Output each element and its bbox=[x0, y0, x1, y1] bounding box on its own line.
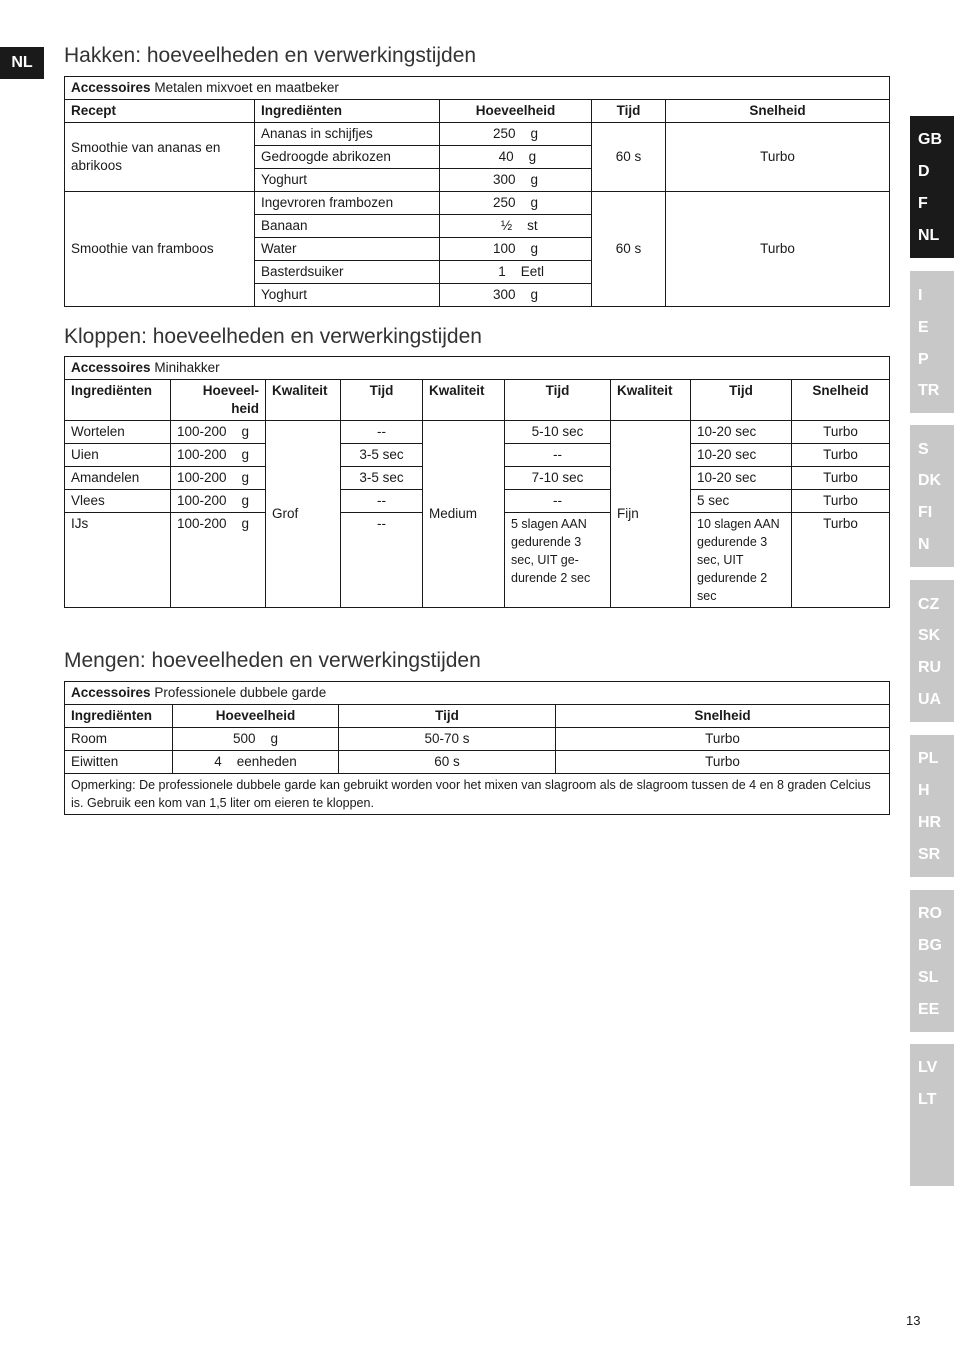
quantity: 100-200 g bbox=[171, 421, 266, 444]
time: 10 slagen AAN gedurende 3 sec, UIT gedurende 2 sec bbox=[691, 513, 792, 608]
speed: Turbo bbox=[556, 728, 890, 751]
sidebar-item: UA bbox=[918, 691, 942, 708]
header-cell: Snelheid bbox=[666, 100, 890, 123]
sidebar-item: LV bbox=[918, 1059, 938, 1076]
sidebar-item: S bbox=[918, 441, 929, 458]
time: 10-20 sec bbox=[691, 444, 792, 467]
recipe-name: Smoothie van ananas en abrikoos bbox=[65, 123, 255, 192]
quantity: ½ st bbox=[440, 215, 592, 238]
ingredient: Wortelen bbox=[65, 421, 171, 444]
table-row bbox=[65, 123, 890, 146]
header-cell: Snelheid bbox=[556, 705, 890, 728]
time: 5 sec bbox=[691, 490, 792, 513]
quantity: 100-200 g bbox=[171, 513, 266, 608]
quantity: 4 eenheden bbox=[173, 751, 339, 774]
speed: Turbo bbox=[792, 490, 890, 513]
table-row bbox=[65, 192, 890, 215]
header-cell: Tijd bbox=[592, 100, 666, 123]
page-number: 13 bbox=[906, 1313, 921, 1328]
speed: Turbo bbox=[666, 192, 890, 307]
sidebar-group-1 bbox=[910, 116, 954, 258]
time: -- bbox=[505, 490, 611, 513]
sidebar-item: RO bbox=[918, 905, 942, 922]
table-row bbox=[65, 728, 890, 751]
time: -- bbox=[341, 513, 423, 608]
kloppen-title: Kloppen: hoeveelheden en verwerkingstijden bbox=[64, 325, 482, 348]
header-cell: Tijd bbox=[341, 380, 423, 421]
table-row bbox=[65, 421, 890, 444]
quantity: 250 g bbox=[440, 192, 592, 215]
accessory-row: Accessoires Professionele dubbele garde bbox=[65, 682, 890, 705]
sidebar-item: NL bbox=[918, 227, 940, 244]
sidebar-item: SL bbox=[918, 969, 939, 986]
quantity: 40 g bbox=[440, 146, 592, 169]
sidebar-item: SK bbox=[918, 627, 941, 644]
sidebar-item: EE bbox=[918, 1001, 940, 1018]
accessory-row: Accessoires Minihakker bbox=[65, 357, 890, 380]
sidebar-item: I bbox=[918, 287, 923, 304]
time: -- bbox=[505, 444, 611, 467]
ingredient: Basterdsuiker bbox=[255, 261, 440, 284]
sidebar-group-6 bbox=[910, 890, 954, 1032]
sidebar-item: CZ bbox=[918, 596, 940, 613]
ingredient: Vlees bbox=[65, 490, 171, 513]
sidebar-item: PL bbox=[918, 750, 939, 767]
quantity: 100-200 g bbox=[171, 467, 266, 490]
kloppen-table bbox=[64, 356, 890, 608]
sidebar-group-4 bbox=[910, 580, 954, 722]
sidebar-group-2 bbox=[910, 271, 954, 413]
speed: Turbo bbox=[792, 513, 890, 608]
quality-fijn: Fijn bbox=[611, 421, 691, 608]
header-cell: Tijd bbox=[339, 705, 556, 728]
speed: Turbo bbox=[556, 751, 890, 774]
time: 50-70 s bbox=[339, 728, 556, 751]
sidebar-group-3 bbox=[910, 425, 954, 567]
header-cell: Snelheid bbox=[792, 380, 890, 421]
time: 5 slagen AAN gedurende 3 sec, UIT ge-durende 2 sec bbox=[505, 513, 611, 608]
sidebar-item: DK bbox=[918, 472, 942, 489]
table-row bbox=[65, 751, 890, 774]
quantity: 300 g bbox=[440, 284, 592, 307]
quantity: 250 g bbox=[440, 123, 592, 146]
ingredient: Eiwitten bbox=[65, 751, 173, 774]
header-cell: Hoeveel- heid bbox=[171, 380, 266, 421]
quantity: 100 g bbox=[440, 238, 592, 261]
sidebar-group-7 bbox=[910, 1044, 954, 1186]
mengen-title: Mengen: hoeveelheden en verwerkingstijden bbox=[64, 649, 481, 672]
ingredient: Water bbox=[255, 238, 440, 261]
header-cell: Recept bbox=[65, 100, 255, 123]
ingredient: Yoghurt bbox=[255, 284, 440, 307]
sidebar-item: D bbox=[918, 163, 930, 180]
sidebar-item: F bbox=[918, 195, 928, 212]
header-cell: Tijd bbox=[505, 380, 611, 421]
quantity: 1 Eetl bbox=[440, 261, 592, 284]
speed: Turbo bbox=[792, 467, 890, 490]
header-cell: Kwaliteit bbox=[266, 380, 341, 421]
speed: Turbo bbox=[792, 444, 890, 467]
time: 10-20 sec bbox=[691, 467, 792, 490]
recipe-name: Smoothie van framboos bbox=[65, 192, 255, 307]
ingredient: Room bbox=[65, 728, 173, 751]
ingredient: Banaan bbox=[255, 215, 440, 238]
sidebar-item: H bbox=[918, 782, 930, 799]
time: 3-5 sec bbox=[341, 444, 423, 467]
sidebar-item: GB bbox=[918, 131, 942, 148]
header-cell: Tijd bbox=[691, 380, 792, 421]
sidebar-item: TR bbox=[918, 382, 940, 399]
sidebar-item: HR bbox=[918, 814, 942, 831]
speed: Turbo bbox=[666, 123, 890, 192]
time: -- bbox=[341, 421, 423, 444]
sidebar-item: E bbox=[918, 319, 929, 336]
note: Opmerking: De professionele dubbele garde kan gebruikt worden voor het mixen van slagroom als de slagroom tussen de 4 en 8 graden Celcius is. Gebruik een kom van 1,5 liter om eieren te kloppen. bbox=[65, 774, 890, 815]
hakken-table bbox=[64, 76, 890, 307]
ingredient: Ananas in schijfjes bbox=[255, 123, 440, 146]
time: 10-20 sec bbox=[691, 421, 792, 444]
ingredient: Uien bbox=[65, 444, 171, 467]
quality-medium: Medium bbox=[423, 421, 505, 608]
ingredient: Amandelen bbox=[65, 467, 171, 490]
header-cell: Kwaliteit bbox=[423, 380, 505, 421]
sidebar-item: P bbox=[918, 351, 929, 368]
speed: Turbo bbox=[792, 421, 890, 444]
quality-grof: Grof bbox=[266, 421, 341, 608]
header-cell: Kwaliteit bbox=[611, 380, 691, 421]
mengen-table bbox=[64, 681, 890, 815]
header-cell: Ingrediënten bbox=[65, 705, 173, 728]
sidebar-item: FI bbox=[918, 504, 933, 521]
time: 60 s bbox=[592, 123, 666, 192]
hakken-title: Hakken: hoeveelheden en verwerkingstijden bbox=[64, 44, 477, 67]
header-cell: Ingrediënten bbox=[65, 380, 171, 421]
quantity: 500 g bbox=[173, 728, 339, 751]
time: 7-10 sec bbox=[505, 467, 611, 490]
time: 60 s bbox=[592, 192, 666, 307]
quantity: 100-200 g bbox=[171, 444, 266, 467]
language-tab-nl: NL bbox=[0, 47, 44, 79]
header-cell: Hoeveelheid bbox=[173, 705, 339, 728]
sidebar-item: SR bbox=[918, 846, 941, 863]
ingredient: Yoghurt bbox=[255, 169, 440, 192]
sidebar-item: BG bbox=[918, 937, 942, 954]
time: 60 s bbox=[339, 751, 556, 774]
quantity: 100-200 g bbox=[171, 490, 266, 513]
time: 5-10 sec bbox=[505, 421, 611, 444]
sidebar-item: N bbox=[918, 536, 930, 553]
sidebar-group-5 bbox=[910, 735, 954, 877]
ingredient: Gedroogde abrikozen bbox=[255, 146, 440, 169]
quantity: 300 g bbox=[440, 169, 592, 192]
accessory-row: Accessoires Metalen mixvoet en maatbeker bbox=[65, 77, 890, 100]
ingredient: Ingevroren frambozen bbox=[255, 192, 440, 215]
time: -- bbox=[341, 490, 423, 513]
time: 3-5 sec bbox=[341, 467, 423, 490]
sidebar-item: LT bbox=[918, 1091, 937, 1108]
sidebar-item: RU bbox=[918, 659, 942, 676]
ingredient: IJs bbox=[65, 513, 171, 608]
header-cell: Ingrediënten bbox=[255, 100, 440, 123]
header-cell: Hoeveelheid bbox=[440, 100, 592, 123]
